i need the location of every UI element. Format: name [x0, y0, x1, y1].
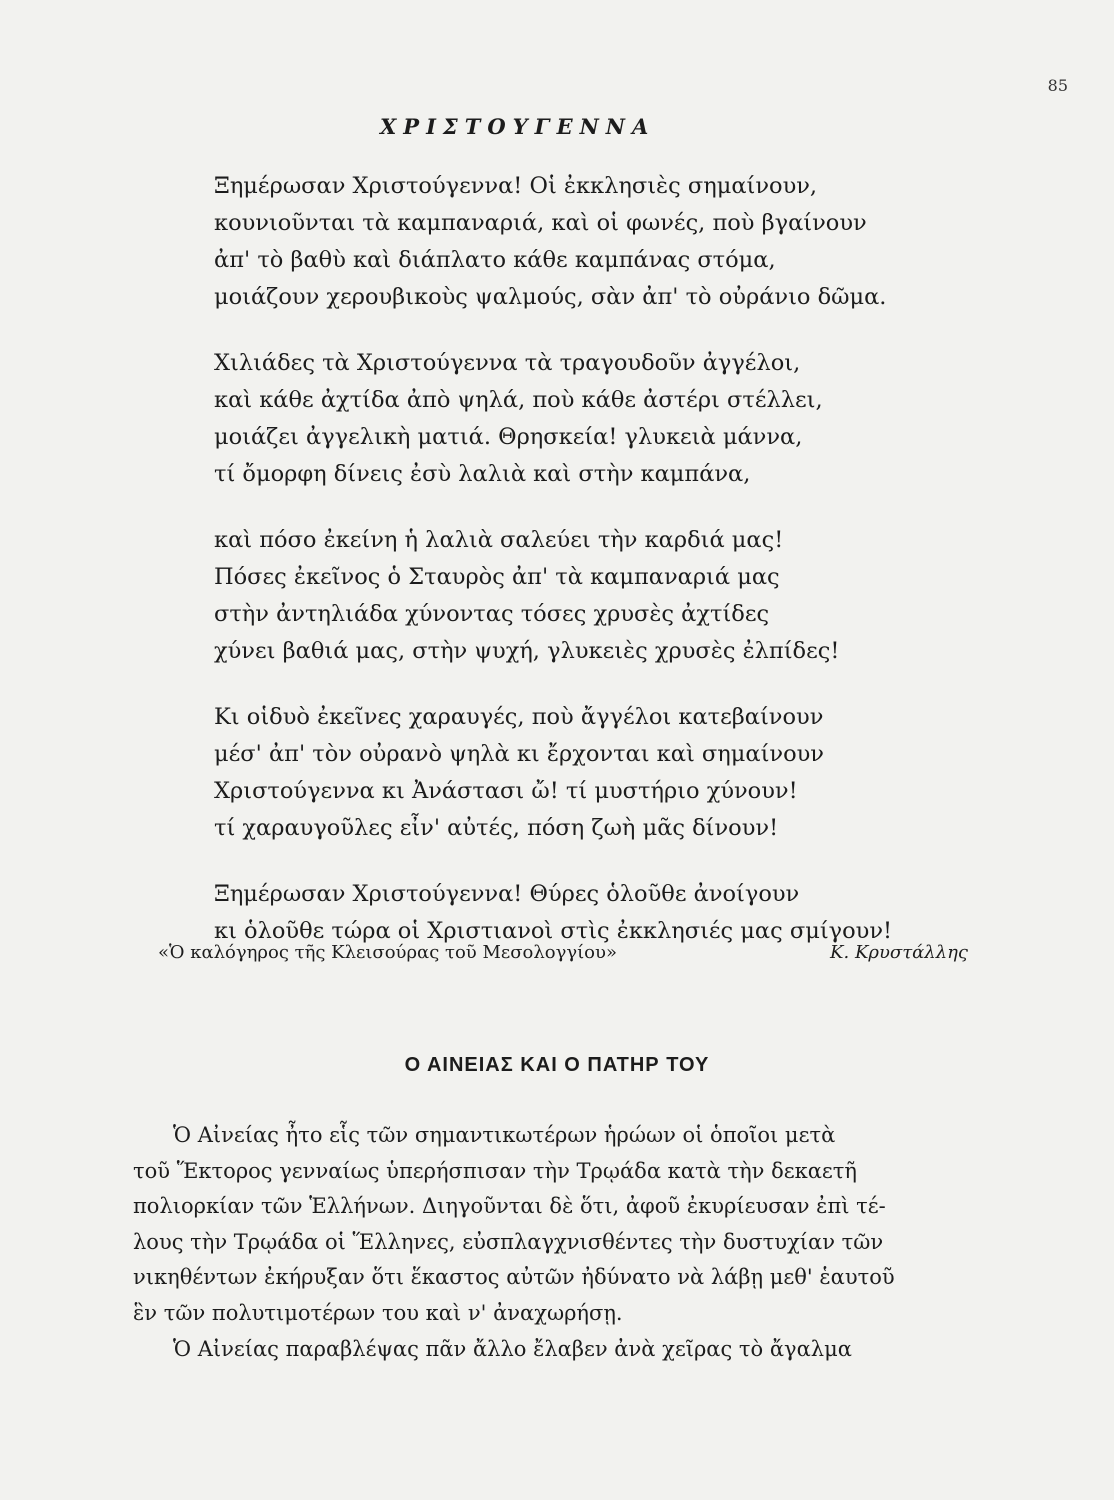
- poem-line: Πόσες ἐκεῖνος ὁ Σταυρὸς ἀπ' τὰ καμπαναριά μας: [214, 564, 780, 590]
- prose-line: λους τὴν Τρῳάδα οἱ Ἕλληνες, εὐσπλαγχνισθέντες τὴν δυστυχίαν τῶν: [133, 1229, 884, 1254]
- poem-attribution: [158, 942, 968, 963]
- poem-line: κουνιοῦνται τὰ καμπαναριά, καὶ οἱ φωνές, ποὺ βγαίνουν: [214, 210, 867, 236]
- poem-line: Χριστούγεννα κι Ἀνάστασι ὤ! τί μυστήριο χύνουν!: [214, 778, 798, 804]
- poem-line: καὶ κάθε ἀχτίδα ἀπὸ ψηλά, ποὺ κάθε ἀστέρι στέλλει,: [214, 387, 823, 413]
- section-title: Ο ΑΙΝΕΙΑΣ ΚΑΙ Ο ΠΑΤΗΡ ΤΟΥ: [404, 1054, 710, 1076]
- prose-line: τοῦ Ἕκτορος γενναίως ὑπερήσπισαν τὴν Τρῳάδα κατὰ τὴν δεκαετῆ: [133, 1158, 858, 1183]
- poem-source: «Ὁ καλόγηρος τῆς Κλεισούρας τοῦ Μεσολογγίου»: [158, 942, 617, 963]
- page-number: 85: [1047, 76, 1068, 95]
- stanza: [214, 876, 994, 950]
- poem-line: μοιάζουν χερουβικοὺς ψαλμούς, σὰν ἀπ' τὸ οὐράνιο δῶμα.: [214, 284, 887, 310]
- stanza: [214, 345, 994, 493]
- poem-line: τί ὄμορφη δίνεις ἐσὺ λαλιὰ καὶ στὴν καμπάνα,: [214, 461, 751, 487]
- stanza: [214, 168, 994, 316]
- poem-title: ΧΡΙΣΤΟΥΓΕΝΝΑ: [380, 114, 656, 139]
- poem-line: μοιάζει ἀγγελικὴ ματιά. Θρησκεία! γλυκειὰ μάννα,: [214, 424, 803, 450]
- prose-line: Ὁ Αἰνείας ἦτο εἷς τῶν σημαντικωτέρων ἡρώων οἱ ὁποῖοι μετὰ: [173, 1123, 836, 1147]
- stanza: [214, 699, 994, 847]
- prose-text: [133, 1118, 971, 1367]
- poem-line: καὶ πόσο ἐκείνη ἡ λαλιὰ σαλεύει τὴν καρδιά μας!: [214, 527, 784, 553]
- poem-line: Χιλιάδες τὰ Χριστούγεννα τὰ τραγουδοῦν ἀγγέλοι,: [214, 350, 801, 376]
- stanza: [214, 522, 994, 670]
- poem-author: Κ. Κρυστάλλης: [830, 942, 968, 963]
- poem-line: τί χαραυγοῦλες εἶν' αὐτές, πόση ζωὴ μᾶς δίνουν!: [214, 815, 779, 841]
- poem-line: μέσ' ἀπ' τὸν οὐρανὸ ψηλὰ κι ἔρχονται καὶ σημαίνουν: [214, 741, 824, 767]
- prose-line: πολιορκίαν τῶν Ἑλλήνων. Διηγοῦνται δὲ ὅτι, ἀφοῦ ἐκυρίευσαν ἐπὶ τέ-: [133, 1194, 886, 1219]
- poem: [214, 168, 994, 979]
- poem-line: Κι οἱδυὸ ἐκεῖνες χαραυγές, ποὺ ἄγγέλοι κατεβαίνουν: [214, 704, 824, 730]
- poem-line: χύνει βαθιά μας, στὴν ψυχή, γλυκειὲς χρυσὲς ἐλπίδες!: [214, 638, 840, 664]
- poem-line: Ξημέρωσαν Χριστούγεννα! Οἱ ἐκκλησιὲς σημαίνουν,: [214, 173, 818, 199]
- prose-line: νικηθέντων ἐκήρυξαν ὅτι ἕκαστος αὐτῶν ἠδύνατο νὰ λάβῃ μεθ' ἑαυτοῦ: [133, 1265, 895, 1290]
- poem-line: ἀπ' τὸ βαθὺ καὶ διάπλατο κάθε καμπάνας στόμα,: [214, 247, 776, 273]
- poem-line: στὴν ἀντηλιάδα χύνοντας τόσες χρυσὲς ἀχτίδες: [214, 601, 770, 627]
- prose-line: ἓν τῶν πολυτιμοτέρων του καὶ ν' ἀναχωρήσῃ.: [133, 1300, 623, 1325]
- poem-line: κι ὁλοῦθε τώρα οἱ Χριστιανοὶ στὶς ἐκκλησιές μας σμίγουν!: [214, 918, 893, 944]
- poem-line: Ξημέρωσαν Χριστούγεννα! Θύρες ὁλοῦθε ἀνοίγουν: [214, 881, 800, 907]
- prose-line: Ὁ Αἰνείας παραβλέψας πᾶν ἄλλο ἔλαβεν ἀνὰ χεῖρας τὸ ἄγαλμα: [173, 1336, 852, 1361]
